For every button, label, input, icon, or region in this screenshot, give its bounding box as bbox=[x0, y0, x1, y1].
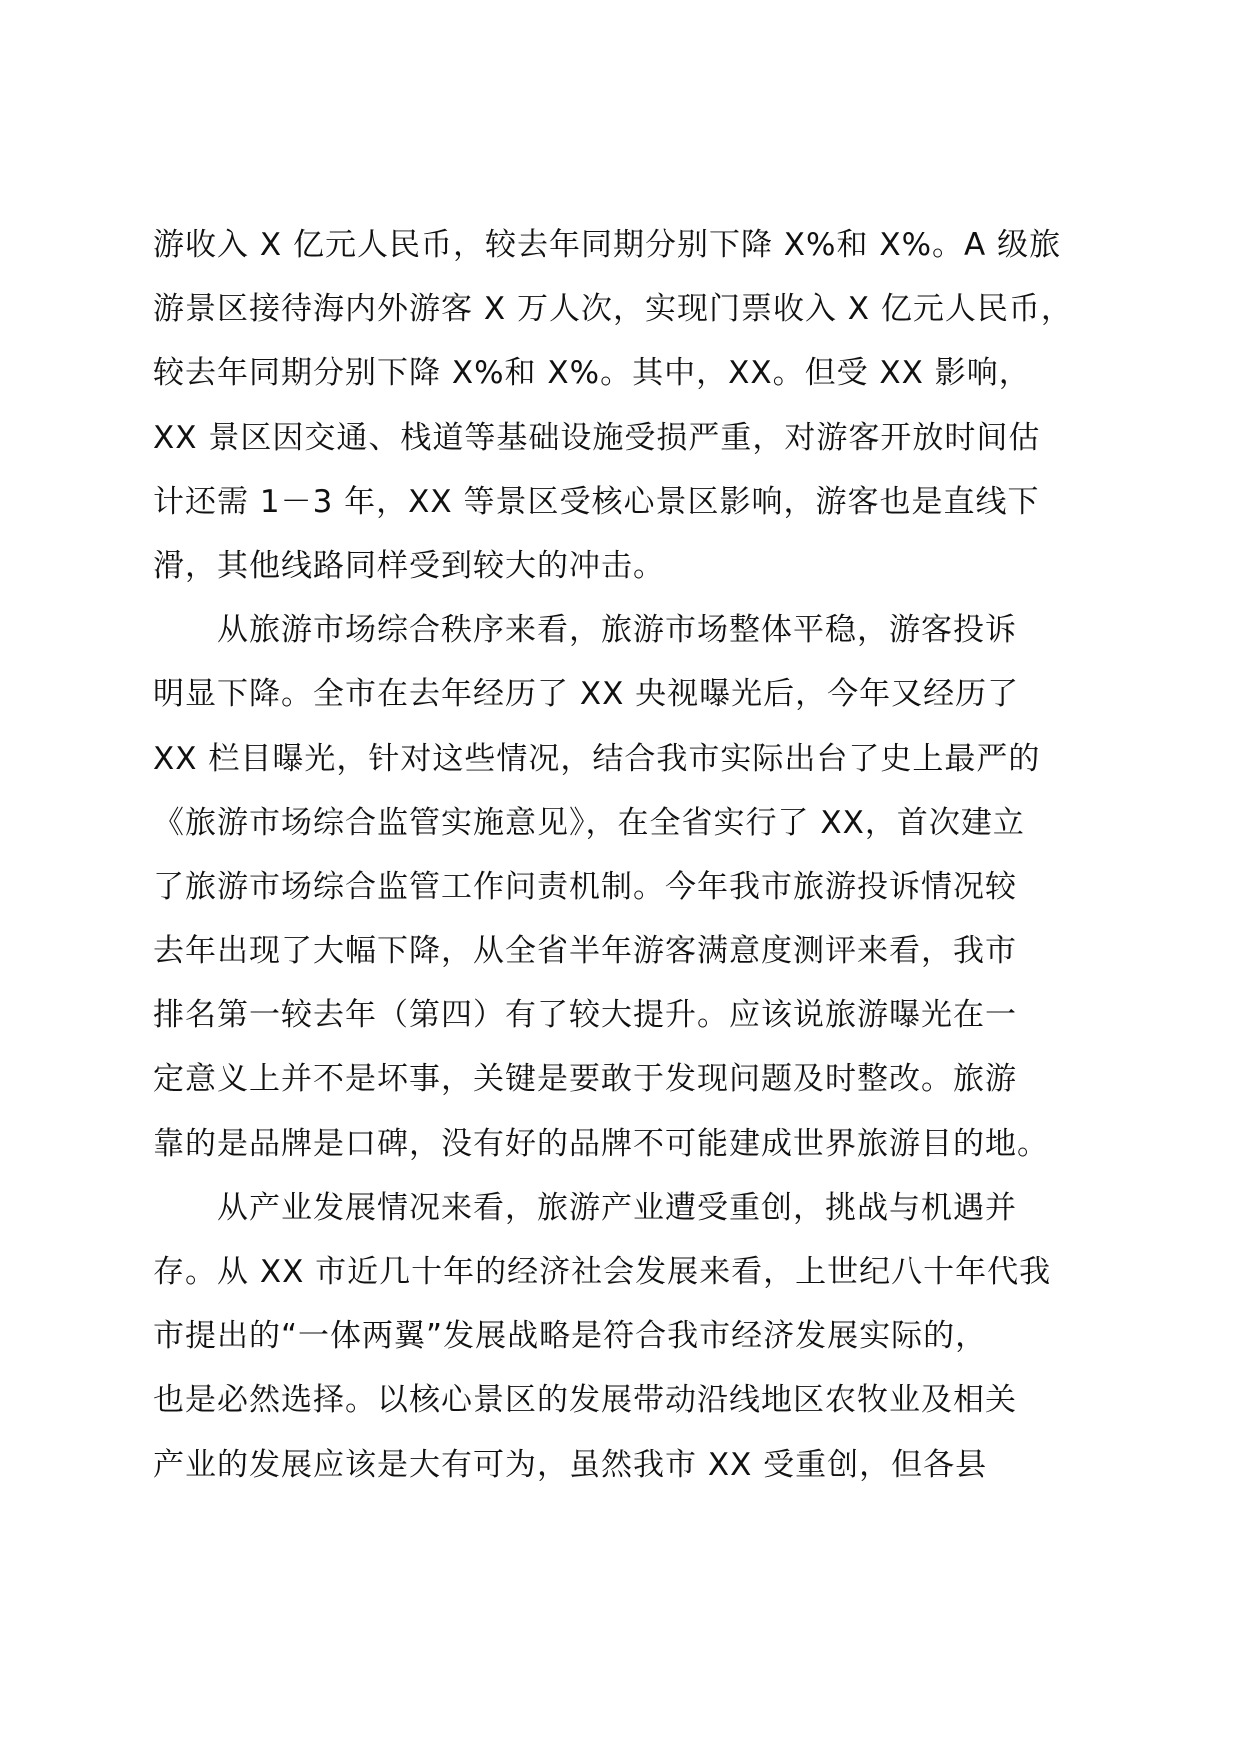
text-line: 也是必然选择。以核心景区的发展带动沿线地区农牧业及相关 bbox=[153, 1382, 1017, 1419]
text-line: 存。从 XX 市近几十年的经济社会发展来看，上世纪八十年代我 bbox=[153, 1254, 1052, 1290]
text-line: XX 栏目曝光，针对这些情况，结合我市实际出台了史上最严的 bbox=[153, 740, 1041, 777]
paragraph-first-line: 从旅游市场综合秩序来看，旅游市场整体平稳，游客投诉 bbox=[217, 612, 1017, 649]
text-line: 了旅游市场综合监管工作问责机制。今年我市旅游投诉情况较 bbox=[153, 868, 1017, 905]
text-line: 《旅游市场综合监管实施意见》，在全省实行了 XX，首次建立 bbox=[153, 804, 1025, 841]
text-line: 定意义上并不是坏事，关键是要敢于发现问题及时整改。旅游 bbox=[153, 1061, 1017, 1098]
text-line: XX 景区因交通、栈道等基础设施受损严重，对游客开放时间估 bbox=[153, 419, 1041, 456]
text-line: 明显下降。全市在去年经历了 XX 央视曝光后，今年又经历了 bbox=[153, 676, 1020, 713]
text-line: 产业的发展应该是大有可为，虽然我市 XX 受重创，但各县 bbox=[153, 1446, 988, 1483]
body-text bbox=[153, 213, 1113, 1497]
text-line: 靠的是品牌是口碑，没有好的品牌不可能建成世界旅游目的地。 bbox=[153, 1125, 1049, 1162]
text-line: 计还需 1－3 年，XX 等景区受核心景区影响，游客也是直线下 bbox=[153, 483, 1040, 520]
text-line: 排名第一较去年（第四）有了较大提升。应该说旅游曝光在一 bbox=[153, 997, 1017, 1034]
text-line: 游景区接待海内外游客 X 万人次，实现门票收入 X 亿元人民币， bbox=[153, 291, 1073, 328]
text-line: 较去年同期分别下降 X%和 X%。其中，XX。但受 XX 影响， bbox=[153, 355, 1031, 392]
text-line: 游收入 X 亿元人民币，较去年同期分别下降 X%和 X%。A 级旅 bbox=[153, 227, 1062, 263]
text-line: 去年出现了大幅下降，从全省半年游客满意度测评来看，我市 bbox=[153, 933, 1017, 970]
paragraph-first-line: 从产业发展情况来看，旅游产业遭受重创，挑战与机遇并 bbox=[217, 1189, 1017, 1226]
text-line: 滑，其他线路同样受到较大的冲击。 bbox=[153, 547, 665, 584]
text-line: 市提出的“一体两翼”发展战略是符合我市经济发展实际的， bbox=[153, 1318, 988, 1355]
